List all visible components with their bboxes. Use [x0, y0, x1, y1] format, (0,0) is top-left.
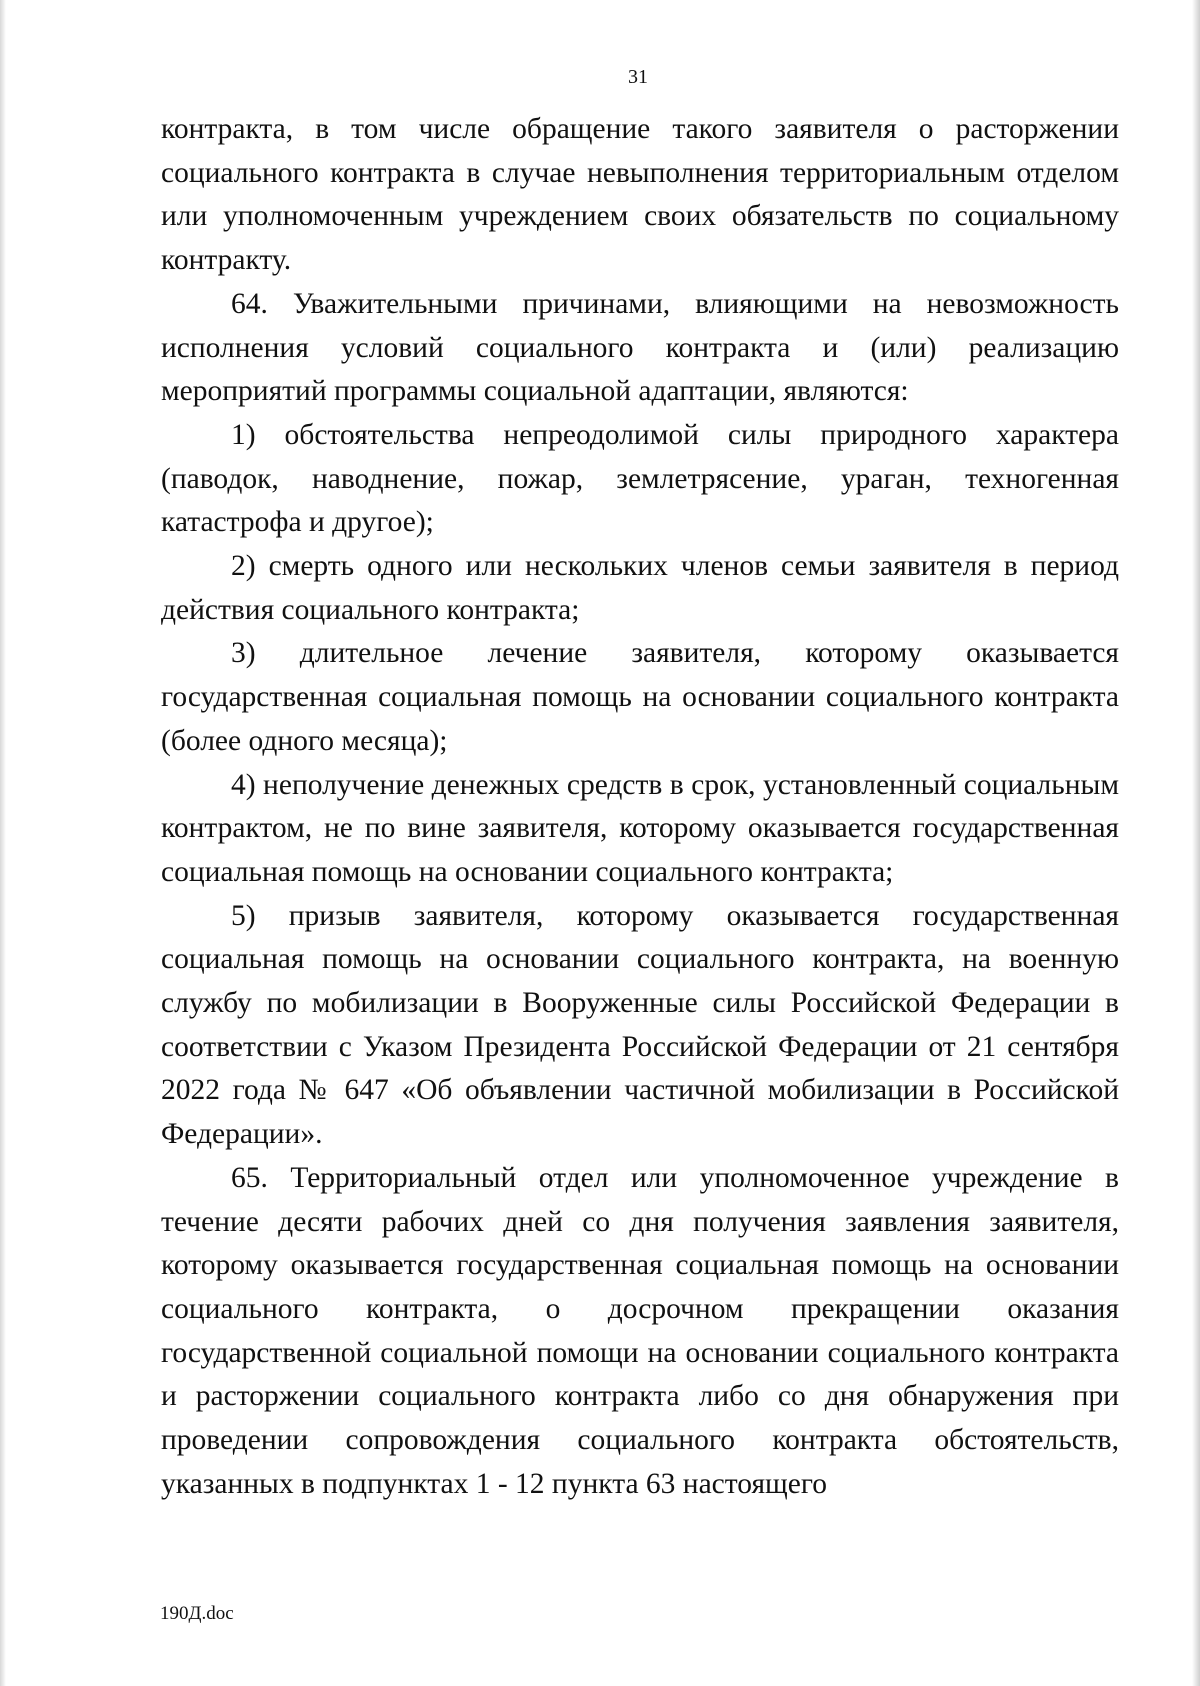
paragraph-subitem-5: 5) призыв заявителя, которому оказывается государственная социальная помощь на основании социального контракта, на военную службу по мобилизации в Вооруженные силы Российской Федерации в соответствии с Указом Президента Российской Федерации от 21 сентября 2022 года № 647 «Об объявлении частичной мобилизации в Российской Федерации».	[161, 899, 1119, 1151]
paragraph-subitem-3: 3) длительное лечение заявителя, которому оказывается государственная социальная помощь на основании социального контракта (более одного месяца);	[161, 637, 1119, 757]
paragraph-subitem-2: 2) смерть одного или нескольких членов семьи заявителя в период действия социального контракта;	[161, 550, 1119, 626]
paragraph-item-64: 64. Уважительными причинами, влияющими на невозможность исполнения условий социального контракта и (или) реализацию мероприятий программы социальной адаптации, являются:	[161, 287, 1119, 408]
paragraph-subitem-4: 4) неполучение денежных средств в срок, установленный социальным контрактом, не по вине заявителя, которому оказывается государственная социальная помощь на основании социального контракта;	[161, 768, 1119, 888]
scan-edge-right	[1192, 0, 1200, 1686]
paragraph-subitem-1: 1) обстоятельства непреодолимой силы природного характера (паводок, наводнение, пожар, землетрясение, ураган, техногенная катастрофа и другое);	[161, 418, 1119, 539]
paragraph-continuation: контракта, в том числе обращение такого заявителя о расторжении социального контракта в случае невыполнения территориальным отделом или уполномоченным учреждением своих обязательств по социальному контракту.	[161, 113, 1119, 277]
footer-filename: 190Д.doc	[160, 1603, 234, 1624]
paragraph-item-65: 65. Территориальный отдел или уполномоченное учреждение в течение десяти рабочих дней со дня получения заявления заявителя, которому оказывается государственная социальная помощь на основании социального контракта, о досрочном прекращении оказания государственной социальной помощи на основании социального контракта и расторжении социального контракта либо со дня обнаружения при проведении сопровождения социального контракта обстоятельств, указанных в подпунктах 1 - 12 пункта 63 настоящего	[161, 1161, 1119, 1500]
document-body	[161, 108, 1119, 1507]
scan-edge-left	[0, 0, 6, 1686]
page-number: 31	[628, 66, 648, 88]
